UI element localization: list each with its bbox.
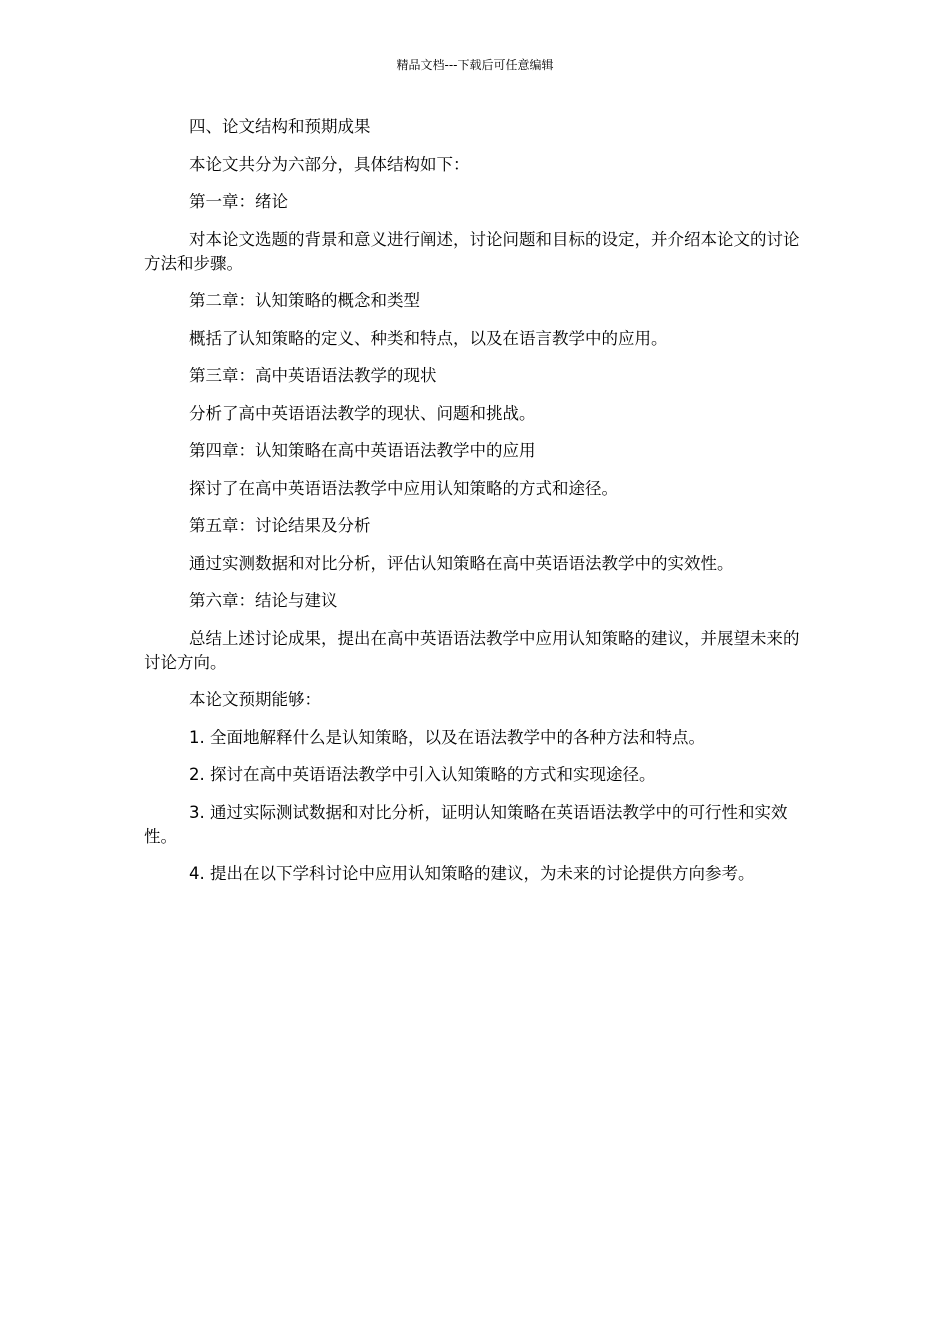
page-header: 精品文档---下载后可任意编辑 xyxy=(396,58,554,72)
chapter-6-title: 第六章：结论与建议 xyxy=(189,591,338,610)
chapter-5-title: 第五章：讨论结果及分析 xyxy=(189,516,371,535)
chapter-1-description: 对本论文选题的背景和意义进行阐述，讨论问题和目标的设定，并介绍本论文的讨论方法和步骤。 xyxy=(144,229,800,273)
chapter-1-title: 第一章：绪论 xyxy=(189,192,288,211)
expected-outcome-4: 4. 提出在以下学科讨论中应用认知策略的建议，为未来的讨论提供方向参考。 xyxy=(189,864,755,883)
expected-outcome-3: 3. 通过实际测试数据和对比分析，证明认知策略在英语语法教学中的可行性和实效性。 xyxy=(144,802,788,846)
expected-outcomes-intro: 本论文预期能够： xyxy=(189,690,321,709)
expected-outcome-1: 1. 全面地解释什么是认知策略，以及在语法教学中的各种方法和特点。 xyxy=(189,727,705,747)
section-heading: 四、论文结构和预期成果 xyxy=(189,117,371,136)
chapter-2-description: 概括了认知策略的定义、种类和特点，以及在语言教学中的应用。 xyxy=(189,328,668,348)
chapter-5-description: 通过实测数据和对比分析，评估认知策略在高中英语语法教学中的实效性。 xyxy=(189,553,734,573)
chapter-3-description: 分析了高中英语语法教学的现状、问题和挑战。 xyxy=(189,403,536,423)
document-body xyxy=(144,115,808,900)
intro-paragraph: 本论文共分为六部分，具体结构如下： xyxy=(189,154,470,174)
chapter-4-description: 探讨了在高中英语语法教学中应用认知策略的方式和途径。 xyxy=(189,478,618,498)
chapter-3-title: 第三章：高中英语语法教学的现状 xyxy=(189,366,437,385)
expected-outcome-2: 2. 探讨在高中英语语法教学中引入认知策略的方式和实现途径。 xyxy=(189,765,656,784)
chapter-4-title: 第四章：认知策略在高中英语语法教学中的应用 xyxy=(189,441,536,460)
chapter-2-title: 第二章：认知策略的概念和类型 xyxy=(189,291,420,310)
chapter-6-description: 总结上述讨论成果，提出在高中英语语法教学中应用认知策略的建议，并展望未来的讨论方向。 xyxy=(144,628,800,672)
